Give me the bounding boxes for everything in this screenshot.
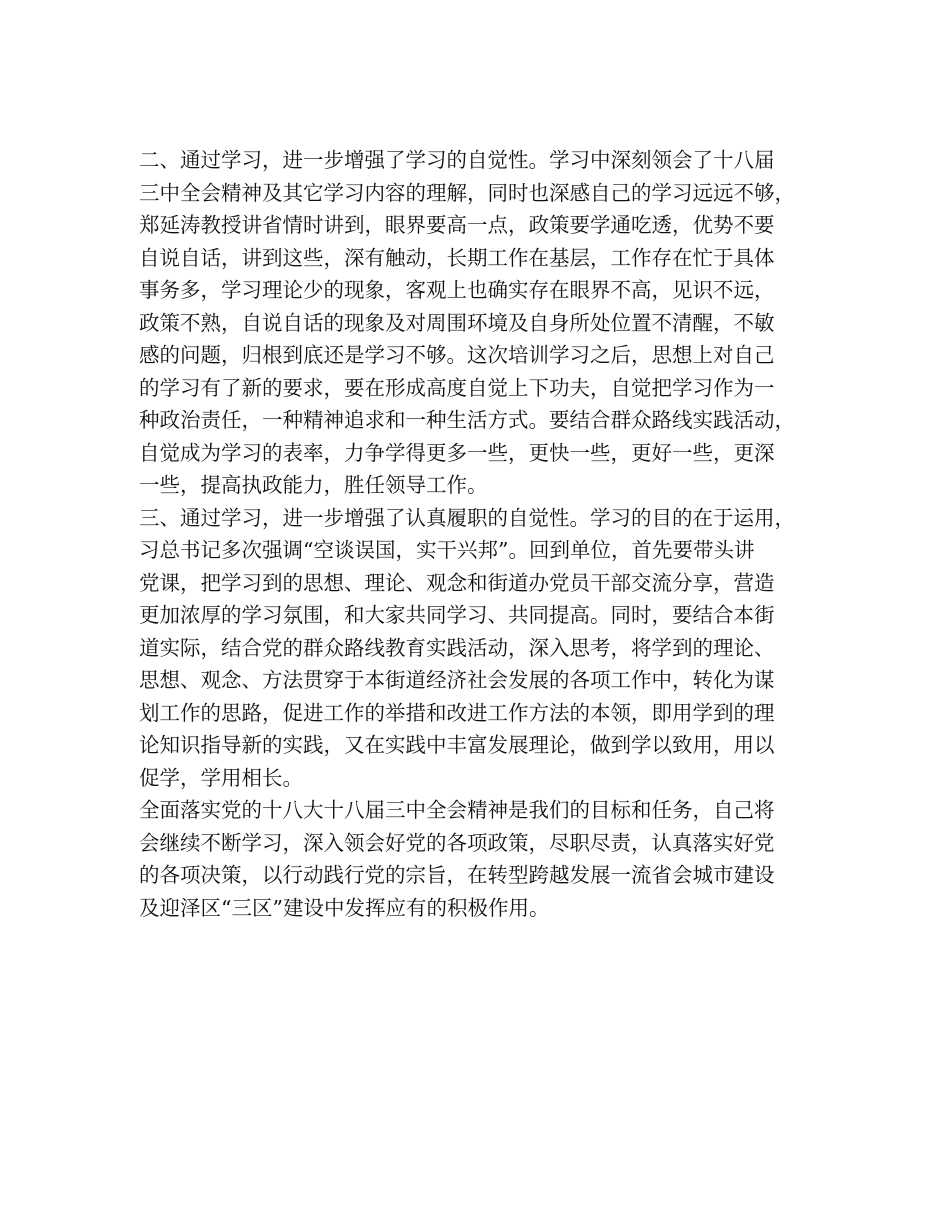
text-line: 会继续不断学习，深入领会好党的各项政策，尽职尽责，认真落实好党 xyxy=(139,830,775,855)
text-line: 一些，提高执政能力，胜任领导工作。 xyxy=(139,473,488,497)
paragraph-conclusion xyxy=(139,794,829,924)
paragraph-learning-consciousness xyxy=(139,144,829,502)
text-line: 三、通过学习，进一步增强了认真履职的自觉性。学习的目的在于运用， xyxy=(139,505,795,530)
text-line: 郑延涛教授讲省情时讲到，眼界要高一点，政策要学通吃透，优势不要 xyxy=(139,213,775,237)
text-line: 促学，学用相长。 xyxy=(139,765,303,790)
text-line: 事务多，学习理论少的现象，客观上也确实存在眼界不高，见识不远， xyxy=(139,278,775,302)
text-line: 感的问题，归根到底还是学习不够。这次培训学习之后，思想上对自己 xyxy=(139,343,775,367)
text-line: 划工作的思路，促进工作的举措和改进工作方法的本领，即用学到的理 xyxy=(139,700,775,725)
text-line: 种政治责任，一种精神追求和一种生活方式。要结合群众路线实践活动， xyxy=(139,408,795,432)
paragraph-duty-consciousness xyxy=(139,502,829,795)
text-line: 道实际，结合党的群众路线教育实践活动，深入思考，将学到的理论、 xyxy=(139,635,775,660)
text-line: 的学习有了新的要求，要在形成高度自觉上下功夫，自觉把学习作为一 xyxy=(139,375,775,400)
text-line: 自觉成为学习的表率，力争学得更多一些，更快一些，更好一些，更深 xyxy=(139,440,775,465)
text-line: 自说自话，讲到这些，深有触动，长期工作在基层，工作存在忙于具体 xyxy=(139,245,775,270)
text-line: 的各项决策，以行动践行党的宗旨，在转型跨越发展一流省会城市建设 xyxy=(139,863,775,887)
text-line: 习总书记多次强调“空谈误国，实干兴邦”。回到单位，首先要带头讲 xyxy=(139,538,755,562)
document-body xyxy=(139,144,829,924)
text-line: 及迎泽区“三区”建设中发挥应有的积极作用。 xyxy=(139,895,550,920)
text-line: 三中全会精神及其它学习内容的理解，同时也深感自己的学习远远不够， xyxy=(139,180,795,205)
text-line: 全面落实党的十八大十八届三中全会精神是我们的目标和任务，自己将 xyxy=(139,798,775,822)
text-line: 论知识指导新的实践，又在实践中丰富发展理论，做到学以致用，用以 xyxy=(139,733,775,757)
text-line: 政策不熟，自说自话的现象及对周围环境及自身所处位置不清醒，不敏 xyxy=(139,310,775,335)
text-line: 二、通过学习，进一步增强了学习的自觉性。学习中深刻领会了十八届 xyxy=(139,148,775,172)
text-line: 思想、观念、方法贯穿于本街道经济社会发展的各项工作中，转化为谋 xyxy=(139,668,775,692)
text-line: 更加浓厚的学习氛围，和大家共同学习、共同提高。同时，要结合本街 xyxy=(139,603,775,627)
text-line: 党课，把学习到的思想、理论、观念和街道办党员干部交流分享，营造 xyxy=(139,570,775,595)
